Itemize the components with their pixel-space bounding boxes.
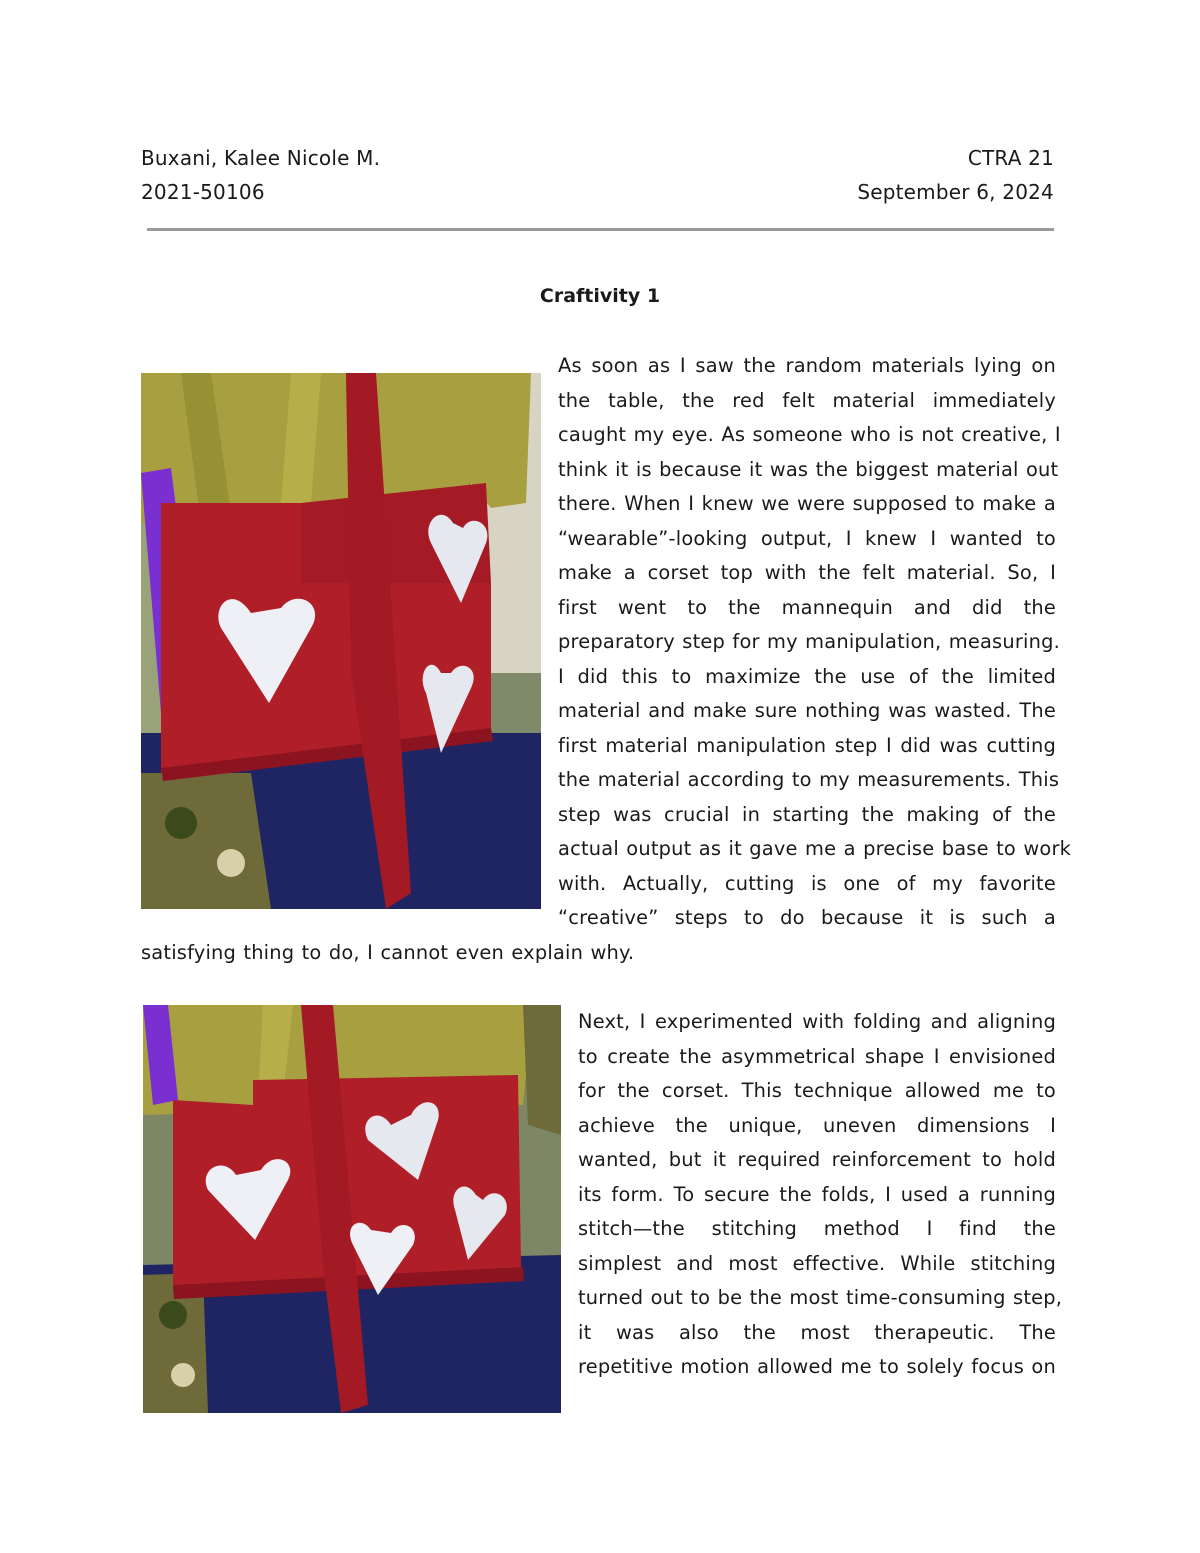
author-name: Buxani, Kalee Nicole M. xyxy=(141,146,381,170)
paragraph-2-line: turned out to be the most time-consuming step, xyxy=(578,1286,1063,1309)
paragraph-1-line: preparatory step for my manipulation, measuring. xyxy=(558,630,1060,653)
paragraph-1-line: I did this to maximize the use of the limited xyxy=(558,664,1056,688)
header-divider xyxy=(147,228,1054,231)
paragraph-1-line: make a corset top with the felt material. So, I xyxy=(558,561,1056,584)
paragraph-1-line: first went to the mannequin and did the xyxy=(558,595,1056,619)
paragraph-1-line: “creative” steps to do because it is such a xyxy=(558,906,1056,929)
paragraph-1-line: step was crucial in starting the making of the xyxy=(558,802,1056,826)
paragraph-1-line: think it is because it was the biggest material out xyxy=(558,457,1059,481)
student-number: 2021-50106 xyxy=(141,180,265,204)
paragraph-2-line: for the corset. This technique allowed me to xyxy=(578,1079,1056,1102)
corset-photo-2 xyxy=(143,1005,561,1413)
paragraph-2-line: stitch—the stitching method I find the xyxy=(578,1217,1056,1240)
paragraph-1-line: first material manipulation step I did was cutting xyxy=(558,733,1056,757)
paragraph-2 xyxy=(578,1005,1063,1385)
course-code: CTRA 21 xyxy=(967,146,1054,170)
document-title: Craftivity 1 xyxy=(539,285,661,307)
paragraph-2-line: achieve the unique, uneven dimensions I xyxy=(578,1113,1056,1137)
paragraph-1-line: there. When I knew we were supposed to make a xyxy=(558,492,1056,515)
paragraph-2-line: simplest and most effective. While stitching xyxy=(578,1251,1056,1275)
paragraph-2-line: to create the asymmetrical shape I envisioned xyxy=(578,1044,1056,1068)
paragraph-1-line: with. Actually, cutting is one of my favorite xyxy=(558,871,1056,895)
paragraph-1 xyxy=(558,349,1072,936)
paragraph-1-line: the table, the red felt material immediately xyxy=(558,388,1056,412)
paragraph-1-line: caught my eye. As someone who is not creative, I xyxy=(558,423,1061,446)
paragraph-1-line: actual output as it gave me a precise base to work xyxy=(558,837,1072,860)
paragraph-1-line: “wearable”-looking output, I knew I wanted to xyxy=(558,526,1056,550)
corset-photo-1 xyxy=(141,373,541,909)
paragraph-1-last-line: satisfying thing to do, I cannot even explain why. xyxy=(141,941,635,964)
paragraph-1-line: material and make sure nothing was wasted. The xyxy=(558,699,1056,722)
paragraph-2-line: Next, I experimented with folding and aligning xyxy=(578,1010,1056,1033)
submission-date: September 6, 2024 xyxy=(857,180,1054,204)
paragraph-2-line: it was also the most therapeutic. The xyxy=(578,1320,1056,1344)
paragraph-1-line: As soon as I saw the random materials lying on xyxy=(558,354,1056,377)
paragraph-2-line: its form. To secure the folds, I used a running xyxy=(578,1182,1056,1206)
paragraph-2-line: wanted, but it required reinforcement to hold xyxy=(578,1148,1056,1171)
paragraph-1-line: the material according to my measurements. This xyxy=(558,768,1060,791)
paragraph-2-line: repetitive motion allowed me to solely focus on xyxy=(578,1355,1056,1378)
